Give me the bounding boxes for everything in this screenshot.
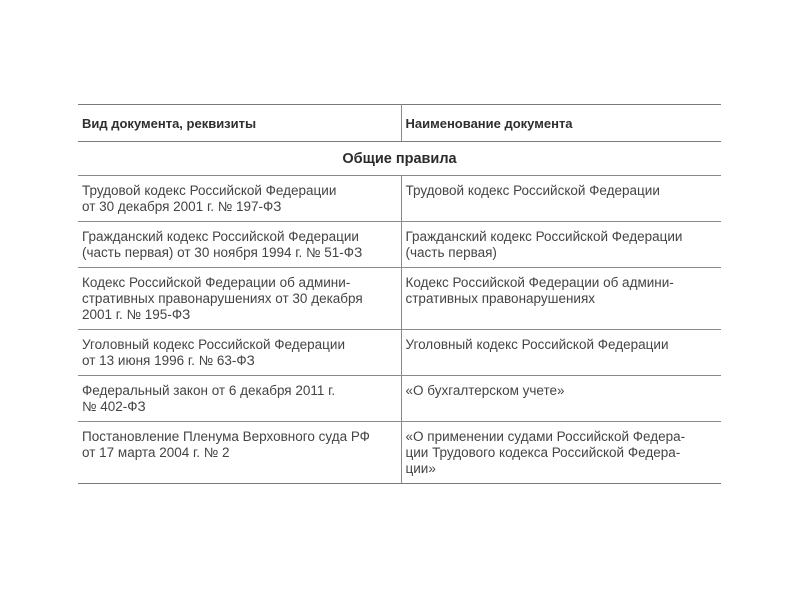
document-name-cell [401, 268, 721, 330]
document-name-cell [401, 222, 721, 268]
document-name-cell [401, 376, 721, 422]
cell-line: ции Трудового кодекса Российской Федера- [405, 445, 681, 460]
cell-line: ции» [405, 461, 436, 476]
document-name-cell [401, 330, 721, 376]
table-row [78, 222, 721, 268]
cell-line: Трудовой кодекс Российской Федерации [82, 183, 337, 198]
cell-line: Уголовный кодекс Российской Федерации [82, 337, 345, 352]
table-row [78, 376, 721, 422]
cell-line: (часть первая) [405, 245, 497, 260]
cell-line: стративных правонарушениях [405, 291, 596, 306]
document-type-cell [78, 268, 401, 330]
documents-table [78, 104, 721, 484]
table-row [78, 268, 721, 330]
header-document-name: Наименование документа [401, 105, 721, 142]
document-type-cell [78, 176, 401, 222]
cell-line: «О применении судами Российской Федера- [405, 429, 686, 444]
cell-line: Кодекс Российской Федерации об админи- [405, 275, 674, 290]
cell-line: от 30 декабря 2001 г. № 197-ФЗ [82, 199, 282, 214]
cell-line: (часть первая) от 30 ноября 1994 г. № 51-ФЗ [82, 245, 363, 260]
cell-line: от 17 марта 2004 г. № 2 [82, 445, 230, 460]
section-title: Общие правила [78, 142, 721, 176]
cell-line: Трудовой кодекс Российской Федерации [405, 183, 660, 198]
cell-line: Гражданский кодекс Российской Федерации [82, 229, 359, 244]
document-type-cell [78, 376, 401, 422]
cell-line: Кодекс Российской Федерации об админи- [82, 275, 351, 290]
table-row [78, 176, 721, 222]
document-type-cell [78, 222, 401, 268]
cell-line: стративных правонарушениях от 30 декабря [82, 291, 363, 306]
document-name-cell [401, 422, 721, 484]
table-row [78, 422, 721, 484]
cell-line: Гражданский кодекс Российской Федерации [405, 229, 683, 244]
section-row [78, 142, 721, 176]
header-row [78, 105, 721, 142]
document-type-cell [78, 422, 401, 484]
cell-line: от 13 июня 1996 г. № 63-ФЗ [82, 353, 255, 368]
table-row [78, 330, 721, 376]
document-type-cell [78, 330, 401, 376]
cell-line: Уголовный кодекс Российской Федерации [405, 337, 669, 352]
cell-line: Постановление Пленума Верховного суда РФ [82, 429, 370, 444]
cell-line: № 402-ФЗ [82, 399, 146, 414]
header-document-type: Вид документа, реквизиты [78, 105, 401, 142]
document-name-cell [401, 176, 721, 222]
cell-line: 2001 г. № 195-ФЗ [82, 307, 191, 322]
cell-line: Федеральный закон от 6 декабря 2011 г. [82, 383, 336, 398]
cell-line: «О бухгалтерском учете» [405, 383, 565, 398]
